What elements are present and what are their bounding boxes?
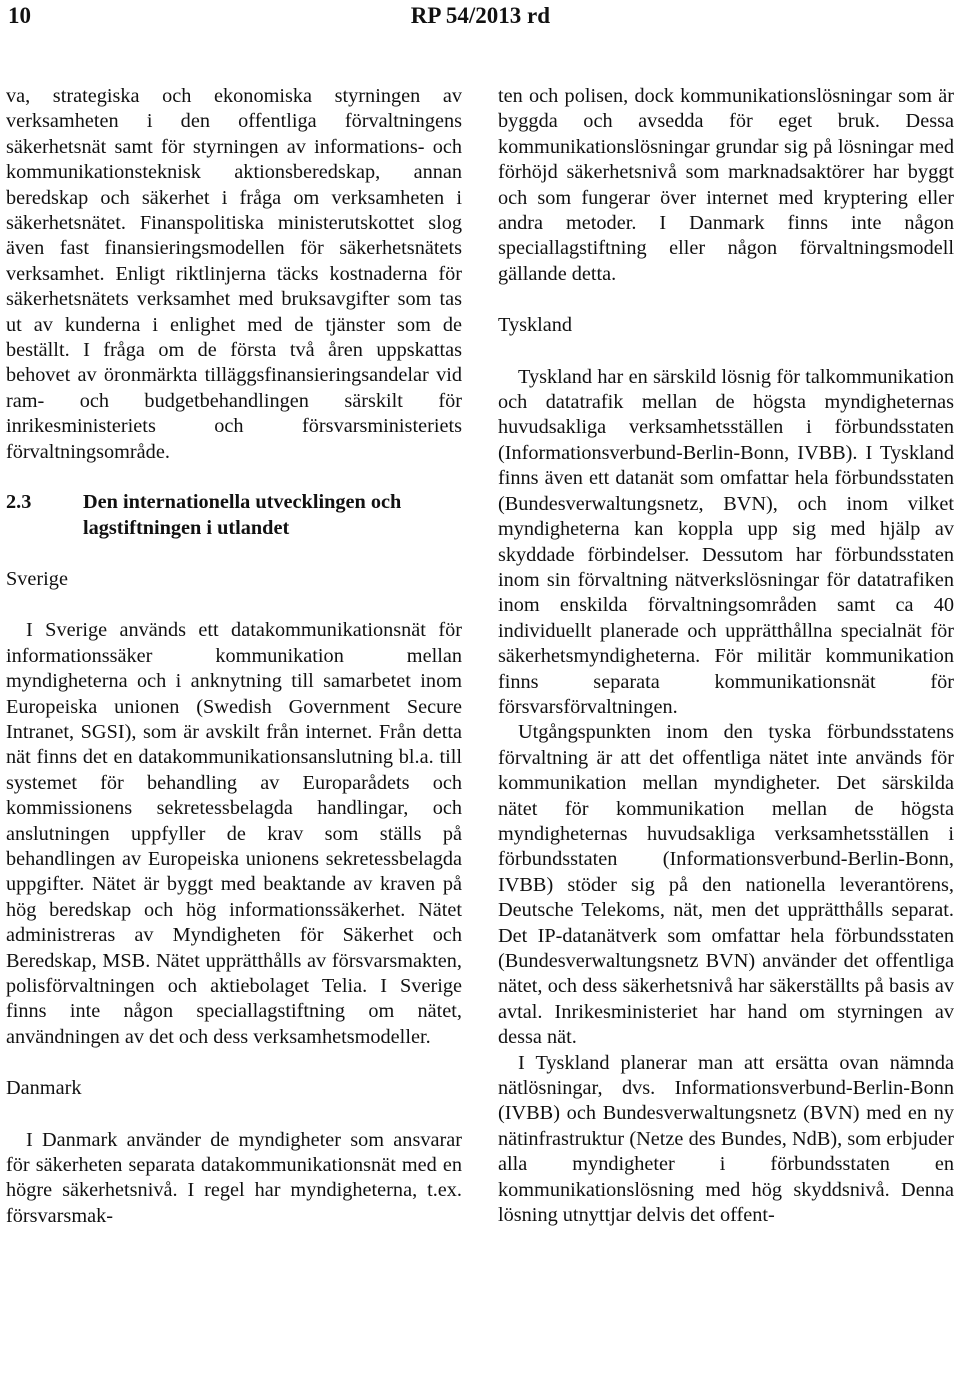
page-number: 10 bbox=[8, 3, 31, 28]
paragraph-sverige: I Sverige används ett datakommunikationsnät för informationssäker kommunikation mellan myndigheterna och i anknytning till samarbetet inom Europeiska unionen (Swedish Government Secure Intranet, SGSI), som är avskilt från internet. Från detta nät finns det en datakommunikationsanslutning bl.a. till systemet för behandling av Europarådets och kommissionens sekretessbelagda handlingar, och anslutningen uppfyller de krav som ställs på behandlingen av Europeiska unionens sekretessbelagda uppgifter. Nätet är byggt med beaktande av kraven på hög beredskap och hög informationssäkerhet. Nätet administreras av Myndigheten för Säkerhet och Beredskap, MSB. Nätet upprätthålls av försvarsmakten, polisförvaltningen och aktiebolaget Telia. I Sverige finns inte någon speciallagstiftning om nätet, användningen av det och dess verksamhetsmodeller. bbox=[6, 619, 462, 1048]
subheading-sverige: Sverige bbox=[6, 567, 68, 590]
paragraph-tyskland-1: Tyskland har en särskild lösnig för talkommunikation och datatrafik mellan de högsta myndigheternas huvudsakliga verksamhetsställen i förbundsstaten (Informationsverbund-Berlin-Bonn, IVBB). I Tyskland finns även ett datanät som omfattar hela förbundsstaten (Bundesverwaltungsnetz, BVN), och inom vilket myndigheterna kan koppla upp sig med hjälp av skyddade förbindelser. Dessutom har förbundsstaten inom sin förvaltning nätverkslösningar för datatrafiken inom enskilda förvaltningsområden samt ca 40 individuellt planerade och upprätthållna specialnät för säkerhetsmyndigheterna. För militär kommunikation finns separata kommunikationsnät för försvarsförvaltningen. bbox=[498, 365, 954, 718]
right-column bbox=[498, 84, 954, 1228]
paragraph-intro: va, strategiska och ekonomiska styrningen av verksamheten i den offentliga förvaltningens säkerhetsnät samt för styrningen av informations- och kommunikationsteknisk aktionsberedskap, annan beredskap och säkerhet i fråga om verksamheten i säkerhetsnätet. Finanspolitiska ministerutskottet slog även fast finansieringsmodellen för säkerhetsnätets verksamhet. Enligt riktlinjerna täcks kostnaderna för säkerhetsnätets verksamhet med bruksavgifter som tas ut av kunderna i enlighet med de tjänster som de beställt. I fråga om de första två åren uppskattas behovet av öronmärkta tilläggsfinansieringsandelar vid ram- och budgetbehandlingen särskilt för inrikesministeriets och försvarsministeriets förvaltningsområde. bbox=[6, 85, 462, 463]
left-column bbox=[6, 84, 462, 1229]
section-heading bbox=[6, 490, 462, 541]
section-title: Den internationella utvecklingen och lagstiftningen i utlandet bbox=[83, 491, 402, 539]
page-header bbox=[0, 0, 960, 40]
paragraph-tyskland-3: I Tyskland planerar man att ersätta ovan nämnda nätlösningar, dvs. Informationsverbund-Berlin-Bonn (IVBB) och Bundesverwaltungsnetz (BVN) med en ny nätinfrastruktur (Netze des Bundes, NdB), som erbjuder alla myndigheter i förbundsstaten en kommunikationslösning med hög skyddsnivå. Denna lösning utnyttjar delvis det offent- bbox=[498, 1051, 954, 1227]
document-id: RP 54/2013 rd bbox=[410, 3, 550, 28]
section-number: 2.3 bbox=[6, 491, 32, 514]
paragraph-danmark-continued: ten och polisen, dock kommunikationslösningar som är byggda och avsedda för eget bruk. Dessa kommunikationslösningar grundar sig på lösningar med förhöjd säkerhetsnivå som marknadsaktörer har byggt och som fungerar över internet med kryptering eller andra metoder. I Danmark finns inte någon speciallagstiftning eller någon förvaltningsmodell gällande detta. bbox=[498, 85, 954, 285]
paragraph-danmark: I Danmark använder de myndigheter som ansvarar för säkerheten separata datakommunikationsnät med en högre säkerhetsnivå. I regel har myndigheterna, t.ex. försvarsmak- bbox=[6, 1128, 462, 1227]
subheading-tyskland: Tyskland bbox=[498, 314, 573, 337]
paragraph-tyskland-2: Utgångspunkten inom den tyska förbundsstatens förvaltning är att det offentliga nätet inte används för kommunikation mellan myndigheter. Det särskilda nätet för kommunikation mellan de högsta myndigheternas huvudsakliga verksamhetsställen i förbundsstaten (Informationsverbund-Berlin-Bonn, IVBB) stöder sig på den nationella leverantörens, Deutsche Telekoms, nät, men det upprätthålls separat. Det IP-datanätverk som omfattar hela förbundsstaten (Bundesverwaltungsnetz BVN) använder det offentliga nätet, och dess säkerhetsnivå har säkerställts på basis av avtal. Inrikesministeriet har hand om styrningen av dessa nät. bbox=[498, 721, 954, 1049]
subheading-danmark: Danmark bbox=[6, 1077, 82, 1100]
